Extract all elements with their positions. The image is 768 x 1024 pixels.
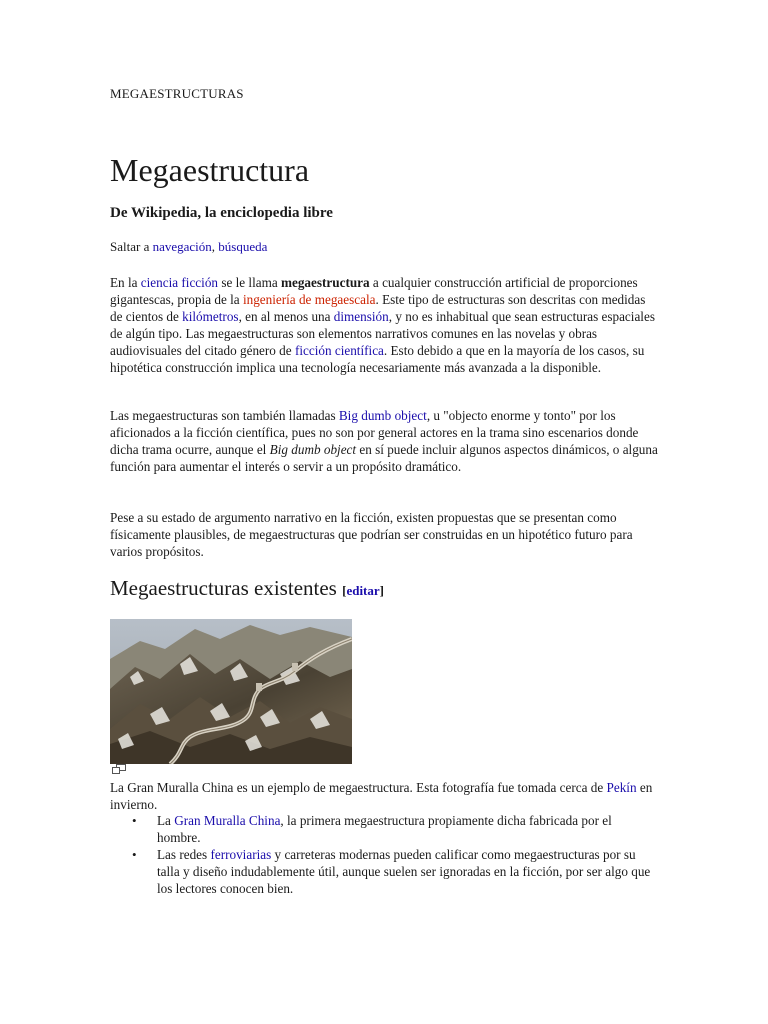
article-subtitle: De Wikipedia, la enciclopedia libre [110, 205, 333, 221]
link-kilometros[interactable]: kilómetros [182, 308, 239, 324]
photo-caption: La Gran Muralla China es un ejemplo de megaestructura. Esta fotografía fue tomada cerca de Pekín en invierno. [110, 780, 653, 812]
big-dumb-object-paragraph: Las megaestructuras son también llamadas Big dumb object, u "objecto enorme y tonto" por los aficionados a la ficción científica, pues no son por general actores en la trama sino escenarios donde dicha trama ocurre, aunque el Big dumb object en sí puede incluir algunos aspectos dinámicos, o alguna función para aumentar el interés o servir a un propósito dramático. [110, 408, 658, 474]
bullet-icon: • [132, 813, 137, 828]
edit-section: [editar] [342, 583, 384, 598]
enlarge-icon[interactable] [112, 764, 126, 774]
link-ferroviarias[interactable]: ferroviarias [210, 846, 272, 862]
intro-paragraph: En la ciencia ficción se le llama megaestructura a cualquier construcción artificial de proporciones gigantescas, propia de la ingeniería de megaescala. Este tipo de estructuras son descritas con medidas de cientos de kilómetros, en al menos una dimensión, y no es inhabitual que sean estructuras espaciales de algún tipo. Las megaestructuras son elementos narrativos comunes en las novelas y obras audiovisuales del citado género de ficción científica. Esto debido a que en la mayoría de los casos, su hipotética construcción implica una tecnología necesariamente más avanzada a la disponible. [110, 275, 655, 375]
link-pekin[interactable]: Pekín [606, 780, 637, 795]
article-title: Megaestructura [110, 152, 310, 188]
bullet-icon: • [132, 846, 137, 862]
link-big-dumb-object[interactable]: Big dumb object [338, 408, 427, 423]
jump-links: Saltar a navegación, búsqueda [110, 239, 268, 254]
link-ficcion-cientifica[interactable]: ficción científica [294, 342, 384, 358]
edit-link[interactable]: editar [346, 583, 380, 598]
document-header: MEGAESTRUCTURAS [110, 86, 244, 101]
megastructure-list [110, 813, 658, 898]
list-item: • Las redes ferroviarias y carreteras modernas pueden calificar como megaestructuras por su talla y diseño indudablemente útil, aunque suelen ser ignoradas en la ficción, por ser algo que los lectores conocen bien. [132, 846, 651, 896]
term-megaestructura: megaestructura [281, 275, 370, 290]
link-gran-muralla[interactable]: Gran Muralla China [174, 813, 281, 828]
link-ingenieria-megaescala[interactable]: ingeniería de megaescala [242, 291, 376, 307]
section-heading: Megaestructuras existentes [editar] [110, 576, 384, 600]
link-ciencia-ficcion[interactable]: ciencia ficción [140, 275, 219, 290]
navigation-link[interactable]: navegación [152, 239, 212, 254]
great-wall-photo[interactable] [110, 619, 352, 764]
term-big-dumb-object: Big dumb object [269, 441, 357, 457]
proposals-paragraph: Pese a su estado de argumento narrativo en la ficción, existen propuestas que se presentan como físicamente plausibles, de megaestructuras que podrían ser construidas en un hipotético futuro para varios propósitos. [110, 510, 633, 559]
list-item: • La Gran Muralla China, la primera megaestructura propiamente dicha fabricada por el hombre. [132, 813, 612, 845]
search-link[interactable]: búsqueda [218, 239, 268, 254]
link-dimension[interactable]: dimensión [333, 308, 389, 324]
